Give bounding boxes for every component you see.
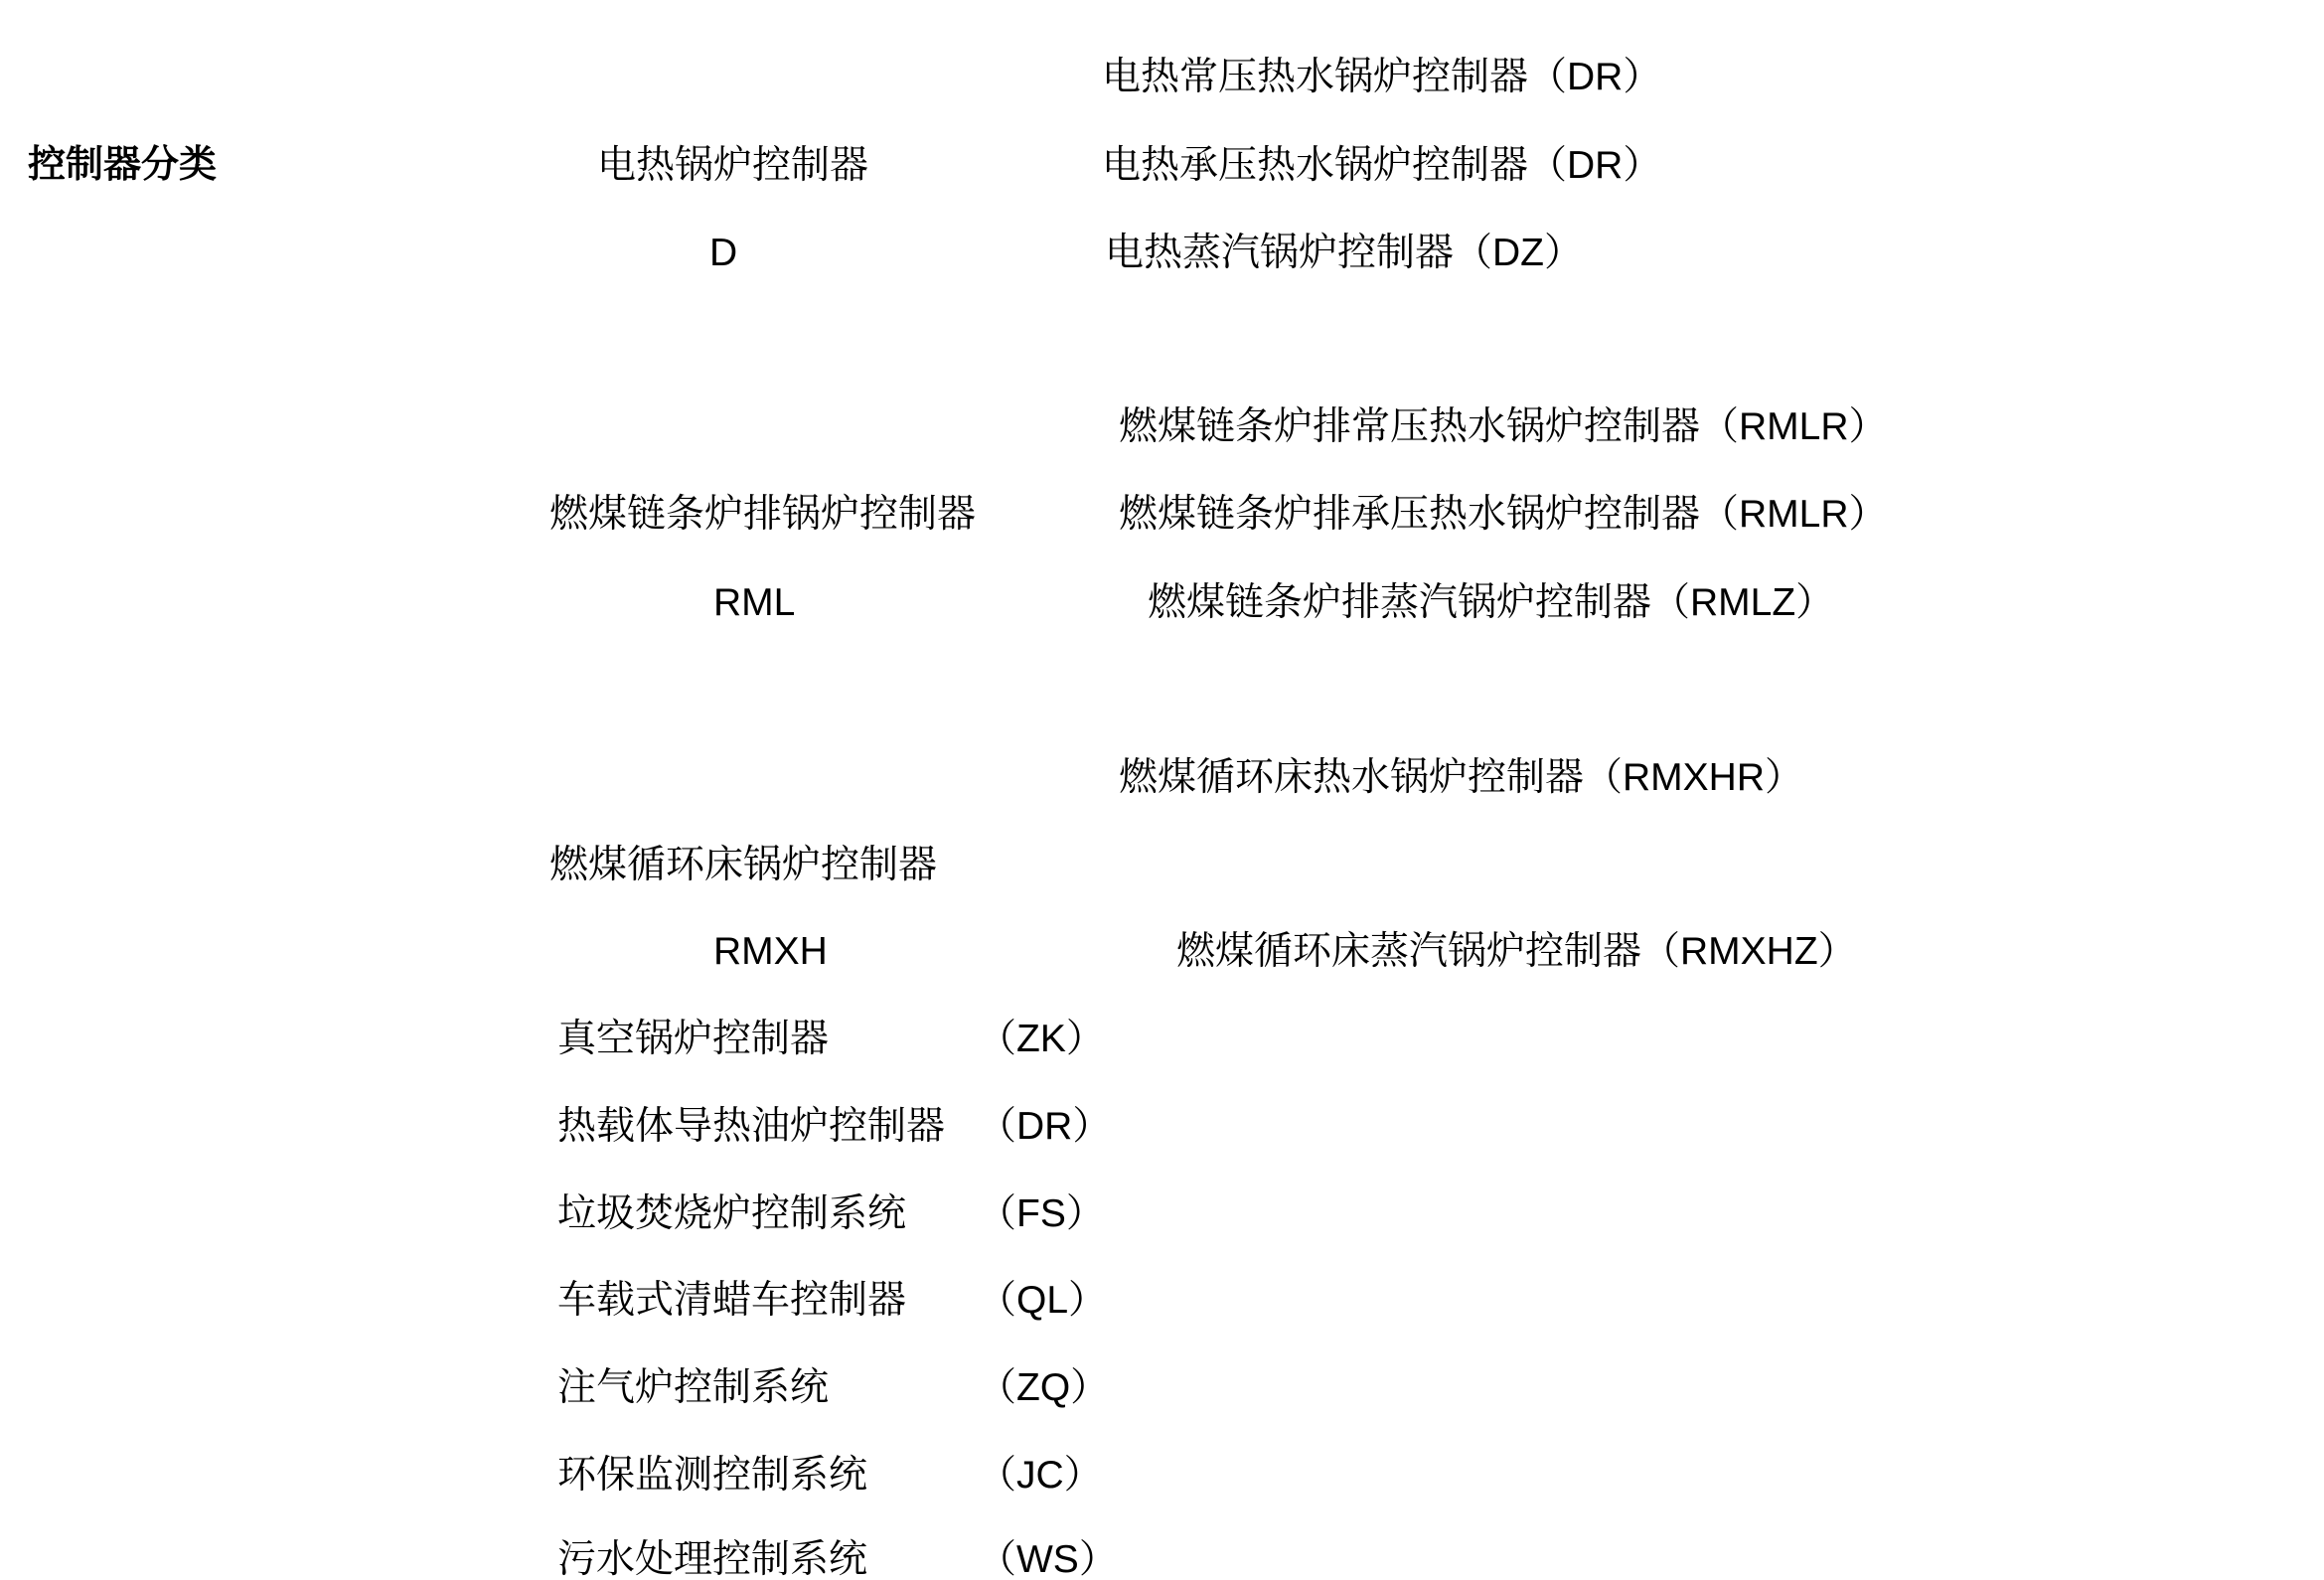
other-controller-1-name: 真空锅炉控制器 [557,1018,830,1060]
circulating-bed-group-code: RMXH [713,930,828,973]
electric-heating-item-2: 电热承压热水锅炉控制器（DR） [1102,144,1662,187]
chain-grate-item-1: 燃煤链条炉排常压热水锅炉控制器（RMLR） [1119,405,1888,448]
other-controller-2-code: （DR） [978,1105,1112,1148]
other-controller-3-name: 垃圾焚烧炉控制系统 [557,1192,907,1235]
circulating-bed-item-2: 燃煤循环床蒸汽锅炉控制器（RMXHZ） [1176,930,1857,973]
chain-grate-item-3: 燃煤链条炉排蒸汽锅炉控制器（RMLZ） [1148,581,1835,624]
other-controller-7-name: 污水处理控制系统 [557,1538,868,1580]
other-controller-6-code: （JC） [978,1454,1103,1497]
other-controller-4-name: 车载式清蜡车控制器 [557,1279,907,1322]
electric-heating-item-3: 电热蒸汽锅炉控制器（DZ） [1105,232,1583,274]
other-controller-7-code: （WS） [978,1538,1118,1580]
other-controller-5-name: 注气炉控制系统 [557,1366,830,1409]
other-controller-6-name: 环保监测控制系统 [557,1454,868,1497]
other-controller-5-code: （ZQ） [978,1366,1110,1409]
category-label: 控制器分类 [28,144,218,186]
other-controller-1-code: （ZK） [978,1018,1105,1060]
electric-heating-item-1: 电热常压热水锅炉控制器（DR） [1102,56,1662,98]
other-controller-4-code: （QL） [978,1279,1108,1322]
chain-grate-group-name: 燃煤链条炉排锅炉控制器 [549,493,977,536]
other-controller-2-name: 热载体导热油炉控制器 [557,1105,946,1148]
circulating-bed-item-1: 燃煤循环床热水锅炉控制器（RMXHR） [1119,756,1803,799]
electric-heating-group-code: D [709,232,738,274]
other-controller-3-code: （FS） [978,1192,1105,1235]
chain-grate-group-code: RML [713,581,796,624]
chain-grate-item-2: 燃煤链条炉排承压热水锅炉控制器（RMLR） [1119,493,1888,536]
electric-heating-group-name: 电热锅炉控制器 [597,144,869,187]
circulating-bed-group-name: 燃煤循环床锅炉控制器 [549,844,938,886]
